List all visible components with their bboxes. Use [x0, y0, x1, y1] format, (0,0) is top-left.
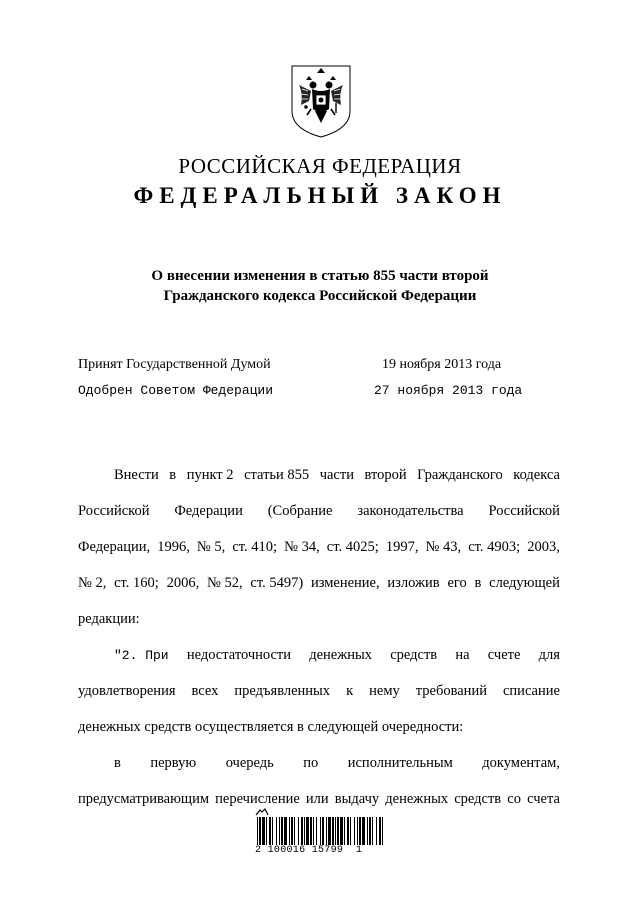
duma-label: Принят Государственной Думой: [78, 357, 271, 372]
word: 1996,: [157, 538, 190, 555]
word: документам,: [482, 754, 560, 771]
word: требований: [415, 682, 487, 699]
law-title-line-2: Гражданского кодекса Российской Федерации: [163, 288, 477, 304]
word: на: [455, 646, 470, 663]
law-title: [0, 266, 640, 306]
word: Внести: [114, 466, 159, 483]
word: перечисление: [215, 790, 300, 807]
barcode-bar: [357, 817, 358, 845]
barcode-bar: [335, 817, 336, 845]
word: денежных средств осуществляется в следующей очередности:: [78, 718, 464, 735]
barcode-bar: [289, 817, 290, 845]
barcode-bar: [294, 817, 295, 845]
council-date: 27 ноября 2013 года: [374, 383, 523, 398]
word: № 5,: [196, 538, 226, 555]
word: изменение,: [310, 574, 380, 591]
word: всех: [191, 682, 219, 699]
word: Гражданского: [417, 466, 503, 483]
word: денежных: [309, 646, 373, 663]
body-line-2: [78, 493, 560, 529]
barcode-bar: [301, 817, 303, 845]
word: выдачу: [334, 790, 380, 807]
word: со: [507, 790, 521, 807]
barcode-bar: [322, 817, 324, 845]
law-title-line-1: О внесении изменения в статью 855 части второй: [151, 268, 489, 284]
word: второй: [364, 466, 407, 483]
word: пункт 2: [186, 466, 234, 483]
barcode-bar: [279, 817, 280, 845]
barcode-bar: [376, 817, 377, 845]
word: Российской: [78, 502, 150, 519]
word: исполнительным: [347, 754, 453, 771]
word: денежных: [385, 790, 449, 807]
word: ст. 160;: [114, 574, 159, 591]
barcode-number: 2 100016 15799 1: [255, 845, 363, 856]
body-line-3: [78, 529, 560, 565]
body-line-5: [78, 601, 560, 637]
word: средств: [454, 790, 502, 807]
barcode-bar: [328, 817, 331, 845]
word: для: [538, 646, 560, 663]
word: 2006,: [166, 574, 200, 591]
word: в: [169, 466, 177, 483]
word: очередь: [225, 754, 274, 771]
barcode-bar: [350, 817, 351, 845]
word: недостаточности: [186, 646, 292, 663]
word: счете: [487, 646, 521, 663]
word: № 43,: [425, 538, 462, 555]
word: ст. 4025;: [326, 538, 379, 555]
word: или: [305, 790, 329, 807]
body-line-9: [78, 745, 560, 781]
word: № 52,: [207, 574, 243, 591]
word: 2003,: [527, 538, 560, 555]
word: изложив: [387, 574, 440, 591]
barcode-bar: [281, 817, 283, 845]
law-body-text: [78, 457, 560, 817]
word: статьи 855: [244, 466, 310, 483]
word: № 2,: [78, 574, 107, 591]
word: удовлетворения: [78, 682, 176, 699]
word: 1997,: [385, 538, 419, 555]
barcode-bar: [382, 817, 383, 845]
barcode-bar: [369, 817, 371, 845]
barcode-bar: [313, 817, 314, 845]
barcode-bar: [259, 817, 261, 845]
council-label: Одобрен Советом Федерации: [78, 383, 274, 398]
word: ст. 5497): [250, 574, 304, 591]
barcode-bar: [269, 817, 271, 845]
word: первую: [150, 754, 197, 771]
word: средств: [390, 646, 438, 663]
barcode-bar: [320, 817, 321, 845]
word: Федерации: [174, 502, 243, 519]
word: списание: [502, 682, 560, 699]
coat-of-arms-emblem: [289, 63, 353, 139]
barcode-bar: [340, 817, 343, 845]
body-line-6: [78, 637, 560, 673]
body-line-8: [78, 709, 560, 745]
barcode-bar: [337, 817, 339, 845]
duma-date: 19 ноября 2013 года: [382, 357, 502, 372]
barcode-bar: [316, 817, 317, 845]
country-heading: РОССИЙСКАЯ ФЕДЕРАЦИЯ: [178, 154, 462, 178]
word: законодательства: [357, 502, 464, 519]
barcode-bar: [304, 817, 305, 845]
barcode-bar: [359, 817, 361, 845]
word: к: [346, 682, 354, 699]
barcode-bar: [379, 817, 381, 845]
word: в: [114, 754, 121, 771]
barcode: [255, 808, 385, 856]
barcode-bar: [310, 817, 312, 845]
word: ст. 4903;: [468, 538, 521, 555]
word: предусматривающим: [78, 790, 210, 807]
barcode-bar: [272, 817, 273, 845]
body-line-1: [78, 457, 560, 493]
word: (Собрание: [267, 502, 333, 519]
word: ст. 410;: [232, 538, 278, 555]
barcode-bar: [276, 817, 277, 845]
barcode-bar: [291, 817, 293, 845]
barcode-bar: [262, 817, 265, 845]
barcode-mark-icon: [255, 808, 269, 816]
barcode-bar: [347, 817, 349, 845]
word: Федерации,: [78, 538, 151, 555]
word: нему: [369, 682, 400, 699]
barcode-bar: [257, 817, 258, 845]
word: в: [474, 574, 482, 591]
barcode-bar: [332, 817, 334, 845]
barcode-bar: [284, 817, 287, 845]
barcode-bar: [266, 817, 267, 845]
body-line-4: [78, 565, 560, 601]
barcode-bars: [255, 817, 385, 845]
body-line-7: [78, 673, 560, 709]
word: его: [447, 574, 467, 591]
barcode-bar: [306, 817, 309, 845]
barcode-bar: [354, 817, 355, 845]
word: счета: [527, 790, 560, 807]
word: предъявленных: [234, 682, 331, 699]
barcode-bar: [362, 817, 365, 845]
barcode-bar: [298, 817, 299, 845]
barcode-bar: [326, 817, 327, 845]
word: следующей: [489, 574, 560, 591]
document-type-heading: ФЕДЕРАЛЬНЫЙ ЗАКОН: [133, 183, 507, 208]
word: редакции:: [78, 610, 140, 627]
word: Российской: [488, 502, 560, 519]
word: кодекса: [513, 466, 560, 483]
barcode-bar: [344, 817, 345, 845]
word: "2. При: [114, 647, 169, 663]
barcode-bar: [372, 817, 373, 845]
word: части: [319, 466, 354, 483]
barcode-bar: [367, 817, 368, 845]
word: по: [303, 754, 319, 771]
word: № 34,: [284, 538, 320, 555]
